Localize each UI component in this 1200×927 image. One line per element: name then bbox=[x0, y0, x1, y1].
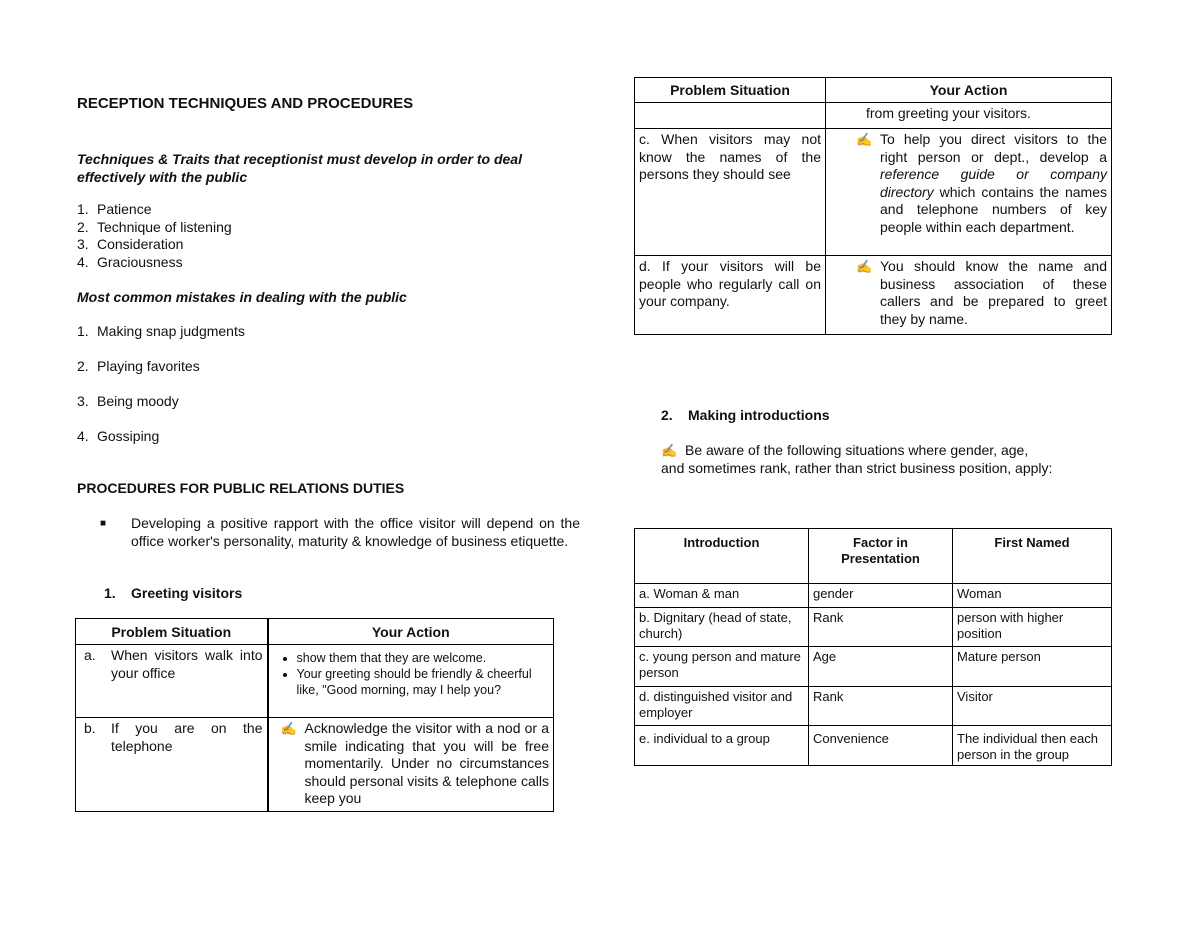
writing-hand-icon: ✍ bbox=[280, 721, 297, 736]
writing-hand-icon: ✍ bbox=[856, 259, 873, 274]
table-header: Your Action bbox=[268, 619, 554, 645]
table-row: a. When visitors walk into your office • show them that they are welcome. • Your greeting should be friendly & cheerful like, "Good morning, may I help you? bbox=[76, 645, 554, 718]
table-row: a. Woman & man gender Woman bbox=[635, 584, 1112, 608]
list-item: 2. Playing favorites bbox=[77, 358, 200, 374]
list-item: 2. Technique of listening bbox=[77, 218, 232, 235]
table-row: b. Dignitary (head of state, church) Rank person with higher position bbox=[635, 608, 1112, 647]
table-header: Introduction bbox=[635, 529, 809, 584]
table-row: from greeting your visitors. bbox=[635, 103, 1112, 129]
procedures-bullet: ■ Developing a positive rapport with the office visitor will depend on the office worker's personality, maturity & knowledge of business etiquette. bbox=[100, 515, 580, 549]
list-item: 3. Consideration bbox=[77, 236, 184, 252]
table-row: c. When visitors may not know the names of the persons they should see ✍ To help you direct visitors to the right person or dept., develop a reference guide or company directory which contains the names and telephone numbers of key people within each department. bbox=[635, 129, 1112, 256]
table-header: Your Action bbox=[826, 78, 1112, 103]
list-item: 4. Gossiping bbox=[77, 428, 160, 444]
list-item: 1. Making snap judgments bbox=[77, 323, 245, 339]
greeting-table bbox=[75, 618, 554, 812]
table-row: e. individual to a group Convenience The individual then each person in the group bbox=[635, 726, 1112, 766]
list-item: 3. Being moody bbox=[77, 393, 179, 409]
list-item: • show them that they are welcome. bbox=[297, 650, 550, 666]
table-header: Problem Situation bbox=[76, 619, 268, 645]
table-row: b. If you are on the telephone ✍ Acknowledge the visitor with a nod or a smile indicating that you will be free momentarily. Under no circumstances should personal visits & telephone calls keep you bbox=[76, 718, 554, 812]
situations-table bbox=[634, 77, 1112, 335]
list-item: • Your greeting should be friendly & cheerful like, "Good morning, may I help you? bbox=[297, 666, 550, 698]
introductions-heading: 2. Making introductions bbox=[661, 407, 830, 423]
writing-hand-icon: ✍ bbox=[856, 132, 873, 147]
mistakes-heading: Most common mistakes in dealing with the public bbox=[77, 289, 407, 305]
table-row: d. distinguished visitor and employer Rank Visitor bbox=[635, 687, 1112, 726]
greeting-heading: 1. Greeting visitors bbox=[104, 585, 243, 601]
traits-heading: Techniques & Traits that receptionist must develop in order to deal effectively with the public bbox=[77, 151, 522, 185]
traits-list bbox=[77, 201, 232, 271]
action-list bbox=[273, 650, 550, 698]
table-row: c. young person and mature person Age Mature person bbox=[635, 647, 1112, 687]
list-item: 4. Graciousness bbox=[77, 253, 183, 270]
page-title: RECEPTION TECHNIQUES AND PROCEDURES bbox=[77, 95, 414, 112]
table-header: Factor in Presentation bbox=[809, 529, 953, 584]
procedures-heading: PROCEDURES FOR PUBLIC RELATIONS DUTIES bbox=[77, 480, 405, 496]
introductions-table bbox=[634, 528, 1112, 766]
table-header: First Named bbox=[953, 529, 1112, 584]
list-item: 1. Patience bbox=[77, 201, 152, 217]
writing-hand-icon: ✍ bbox=[661, 443, 678, 458]
table-header: Problem Situation bbox=[635, 78, 826, 103]
table-row: d. If your visitors will be people who regularly call on your company. ✍ You should know the name and business association of these callers and be prepared to greet they by name. bbox=[635, 256, 1112, 335]
introductions-note: ✍ Be aware of the following situations where gender, age, and sometimes rank, rather than strict business position, apply: bbox=[661, 442, 1053, 476]
square-bullet-icon: ■ bbox=[100, 518, 107, 529]
